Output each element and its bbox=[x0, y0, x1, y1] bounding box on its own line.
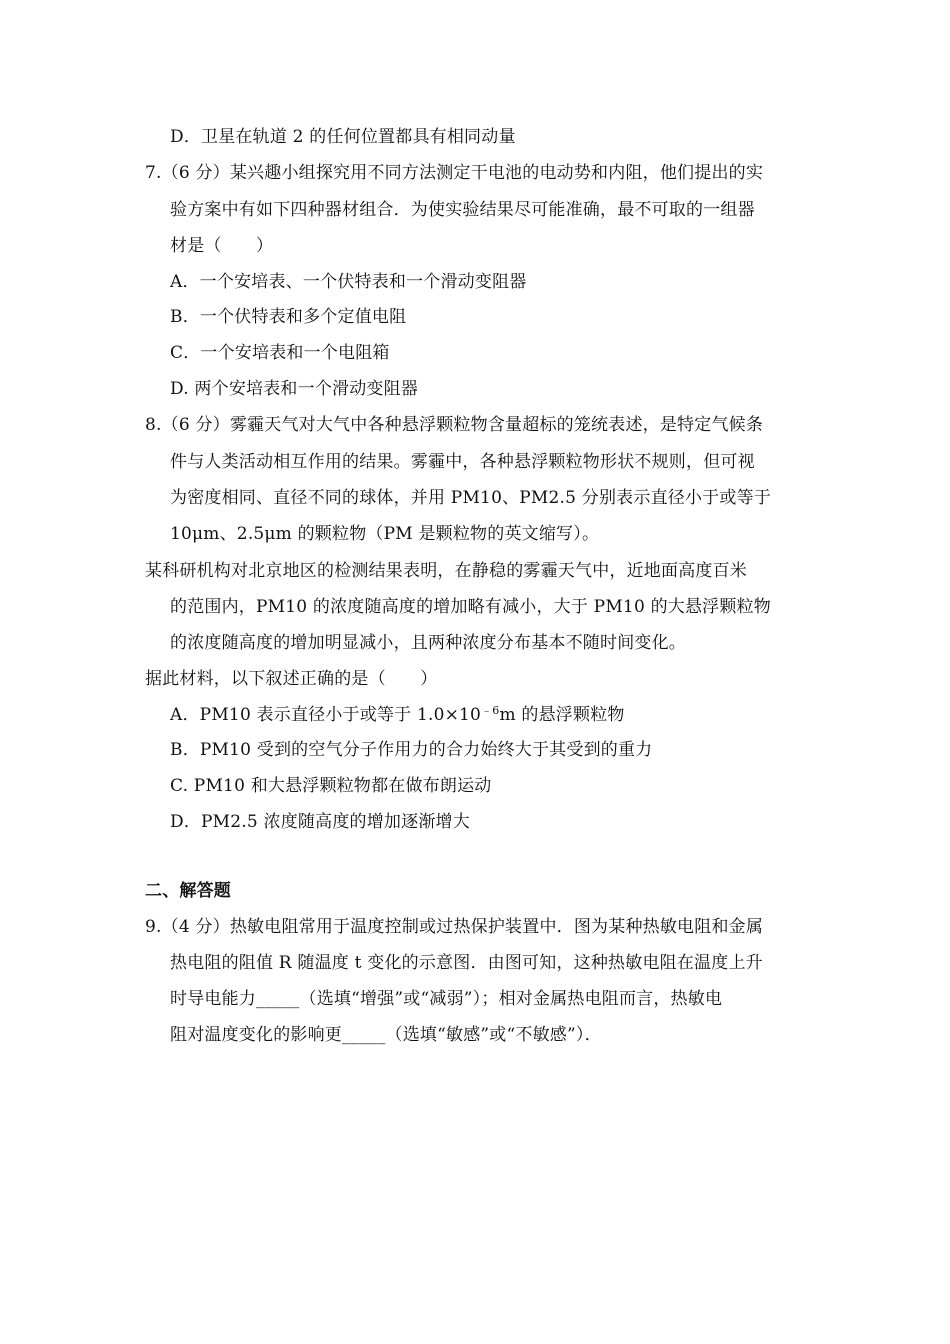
q8-option-a-exponent: ﹣6 bbox=[481, 704, 500, 717]
q9-stem-line1: 9.（4 分）热敏电阻常用于温度控制或过热保护装置中．图为某种热敏电阻和金属 bbox=[145, 917, 764, 937]
q7-option-b: B．一个伏特表和多个定值电阻 bbox=[170, 307, 407, 327]
q7-stem-line3: 材是（ ） bbox=[170, 236, 274, 256]
q6-option-d: D．卫星在轨道 2 的任何位置都具有相同动量 bbox=[170, 127, 516, 147]
q8-paragraph1-line1: 某科研机构对北京地区的检测结果表明，在静稳的雾霾天气中，近地面高度百米 bbox=[145, 561, 747, 581]
q9-stem-line2: 热电阻的阻值 R 随温度 t 变化的示意图．由图可知，这种热敏电阻在温度上升 bbox=[170, 953, 763, 973]
q8-stem-line2: 件与人类活动相互作用的结果。雾霾中，各种悬浮颗粒物形状不规则，但可视 bbox=[170, 452, 755, 472]
q8-stem-line4: 10μm、2.5μm 的颗粒物（PM 是颗粒物的英文缩写）。 bbox=[170, 524, 600, 544]
q7-stem-line1: 7.（6 分）某兴趣小组探究用不同方法测定干电池的电动势和内阻，他们提出的实 bbox=[145, 163, 764, 183]
q8-option-d: D．PM2.5 浓度随高度的增加逐渐增大 bbox=[170, 812, 470, 832]
q8-option-c: C. PM10 和大悬浮颗粒物都在做布朗运动 bbox=[170, 776, 492, 796]
section-title: 二、解答题 bbox=[145, 881, 231, 901]
q9-stem-line3: 时导电能力_____（选填“增强”或“减弱”）；相对金属热电阻而言，热敏电 bbox=[170, 989, 723, 1009]
q7-stem-line2: 验方案中有如下四种器材组合．为使实验结果尽可能准确，最不可取的一组器 bbox=[170, 200, 755, 220]
q8-option-b: B．PM10 受到的空气分子作用力的合力始终大于其受到的重力 bbox=[170, 740, 653, 760]
q8-option-a-text: A．PM10 表示直径小于或等于 1.0×10 bbox=[170, 705, 482, 725]
q8-option-a bbox=[170, 703, 625, 727]
q7-option-c: C．一个安培表和一个电阻箱 bbox=[170, 343, 390, 363]
q8-paragraph1-line3: 的浓度随高度的增加明显减小，且两种浓度分布基本不随时间变化。 bbox=[170, 633, 686, 653]
q8-stem-line1: 8.（6 分）雾霾天气对大气中各种悬浮颗粒物含量超标的笼统表述，是特定气候条 bbox=[145, 415, 764, 435]
q8-option-a-unit: m 的悬浮颗粒物 bbox=[499, 705, 625, 725]
q8-paragraph2: 据此材料，以下叙述正确的是（ ） bbox=[145, 669, 438, 689]
q9-stem-line4: 阻对温度变化的影响更_____（选填“敏感”或“不敏感”）． bbox=[170, 1025, 602, 1045]
q8-paragraph1-line2: 的范围内，PM10 的浓度随高度的增加略有减小，大于 PM10 的大悬浮颗粒物 bbox=[170, 597, 771, 617]
q7-option-d: D. 两个安培表和一个滑动变阻器 bbox=[170, 379, 419, 399]
q7-option-a: A．一个安培表、一个伏特表和一个滑动变阻器 bbox=[170, 272, 527, 292]
q8-stem-line3: 为密度相同、直径不同的球体，并用 PM10、PM2.5 分别表示直径小于或等于 bbox=[170, 488, 771, 508]
